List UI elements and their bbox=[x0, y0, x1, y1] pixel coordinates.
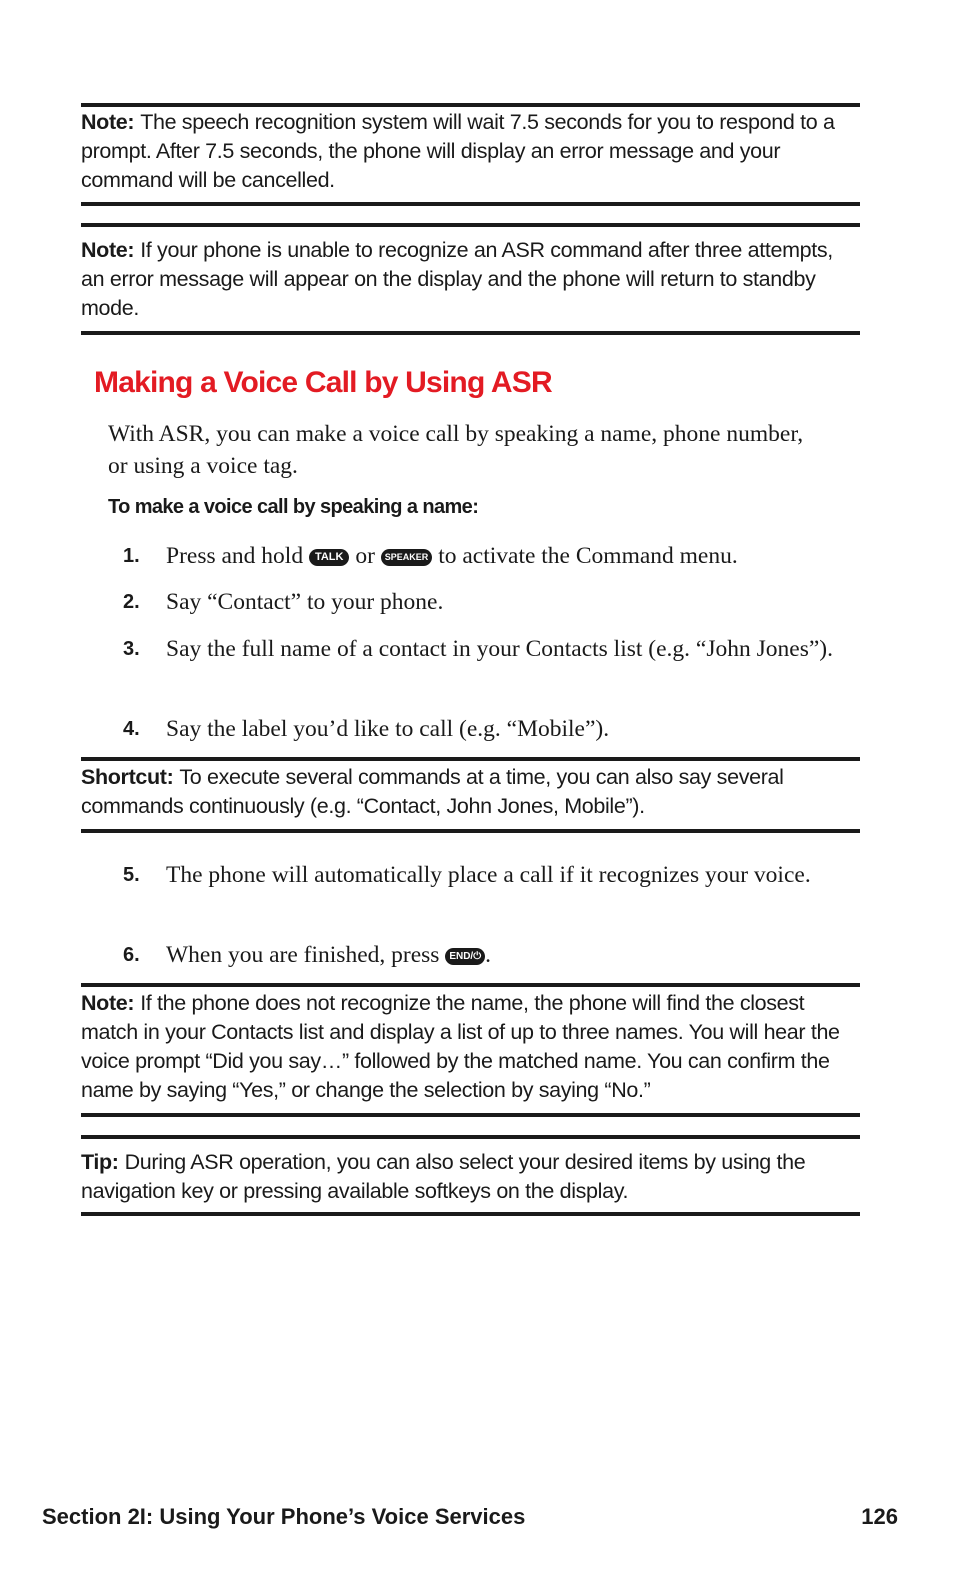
step-text bbox=[166, 540, 836, 572]
page-number: 126 bbox=[861, 1504, 898, 1529]
section-heading: Making a Voice Call by Using ASR bbox=[94, 366, 552, 399]
note-body: If the phone does not recognize the name, the phone will find the closest match in your Contacts list and display a list of up to three names. You will hear the voice prompt “Did you say…” followed by the matched name. You can confirm the name by saying “Yes,” or change the selection by saying “No.” bbox=[81, 991, 840, 1102]
note-label: Note: bbox=[81, 991, 135, 1015]
note-label: Note: bbox=[81, 110, 135, 134]
shortcut-box bbox=[81, 757, 860, 835]
note-text bbox=[81, 108, 860, 195]
note-label: Note: bbox=[81, 238, 135, 262]
rule-bottom bbox=[81, 1212, 860, 1216]
rule-bottom bbox=[81, 331, 860, 335]
step-text: Say the label you’d like to call (e.g. “Mobile”). bbox=[166, 716, 610, 742]
step-text-end: . bbox=[485, 942, 491, 968]
step-number: 5. bbox=[123, 864, 140, 886]
rule-top bbox=[81, 983, 860, 987]
subheading: To make a voice call by speaking a name: bbox=[108, 496, 479, 518]
tip-label: Tip: bbox=[81, 1150, 119, 1174]
step-number: 3. bbox=[123, 638, 140, 660]
rule-bottom bbox=[81, 829, 860, 833]
note-text bbox=[81, 989, 860, 1105]
tip-box bbox=[81, 1135, 860, 1217]
shortcut-label: Shortcut: bbox=[81, 765, 174, 789]
step-text-end: to activate the Command menu. bbox=[438, 543, 738, 569]
step-text-start: Press and hold bbox=[166, 543, 304, 569]
talk-key-icon: TALK bbox=[309, 549, 350, 566]
rule-top bbox=[81, 757, 860, 761]
step-number: 6. bbox=[123, 944, 140, 966]
step-text bbox=[166, 939, 836, 971]
note-box bbox=[81, 103, 860, 206]
step-text-start: When you are finished, press bbox=[166, 942, 440, 968]
note-text bbox=[81, 236, 860, 323]
footer-section-title: Section 2I: Using Your Phone’s Voice Services bbox=[42, 1504, 526, 1529]
step-text-middle: or bbox=[355, 543, 375, 569]
rule-bottom bbox=[81, 202, 860, 206]
note-text bbox=[81, 1148, 860, 1206]
intro-paragraph: With ASR, you can make a voice call by speaking a name, phone number, or using a voice tag. bbox=[108, 421, 804, 479]
step-number: 4. bbox=[123, 718, 140, 740]
step-text: Say “Contact” to your phone. bbox=[166, 589, 444, 615]
end-key-icon: END/⏻ bbox=[445, 948, 485, 965]
note-text bbox=[81, 763, 860, 821]
note-box bbox=[81, 223, 860, 336]
note-body: If your phone is unable to recognize an ASR command after three attempts, an error message will appear on the display and the phone will return to standby mode. bbox=[81, 238, 833, 320]
speaker-key-icon: SPEAKER bbox=[381, 549, 433, 566]
step-text: Say the full name of a contact in your Contacts list (e.g. “John Jones”). bbox=[166, 636, 833, 662]
rule-bottom bbox=[81, 1113, 860, 1117]
step-text: The phone will automatically place a call if it recognizes your voice. bbox=[166, 862, 811, 888]
step-number: 1. bbox=[123, 545, 140, 567]
note-body: During ASR operation, you can also select your desired items by using the navigation key or pressing available softkeys on the display. bbox=[81, 1150, 806, 1203]
note-body: To execute several commands at a time, you can also say several commands continuously (e.g. “Contact, John Jones, Mobile”). bbox=[81, 765, 784, 818]
rule-top bbox=[81, 1135, 860, 1139]
rule-top bbox=[81, 223, 860, 227]
note-body: The speech recognition system will wait 7.5 seconds for you to respond to a prompt. After 7.5 seconds, the phone will display an error message and your command will be cancelled. bbox=[81, 110, 835, 192]
rule-top bbox=[81, 103, 860, 107]
step-number: 2. bbox=[123, 591, 140, 613]
note-box bbox=[81, 983, 860, 1117]
